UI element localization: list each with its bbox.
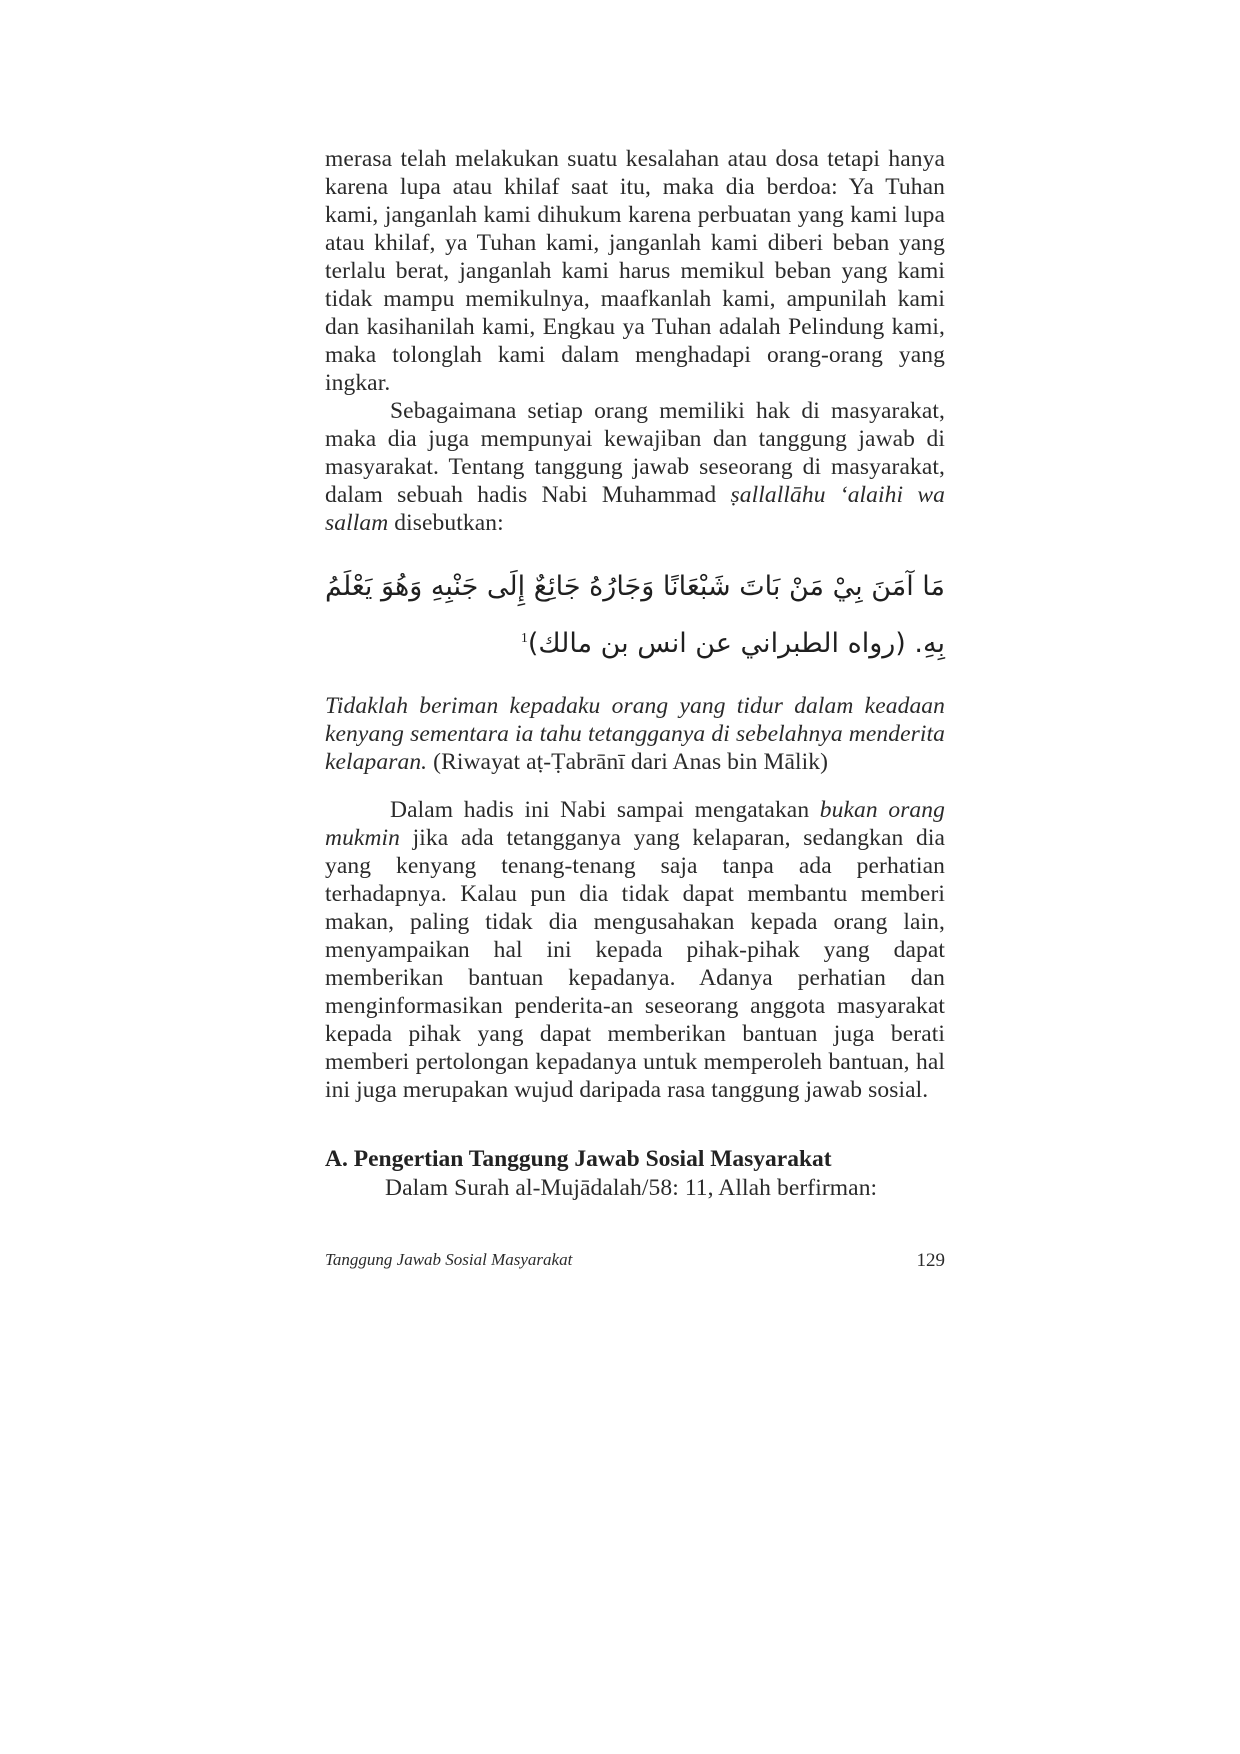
paragraph-2-end: disebutkan: <box>388 510 504 536</box>
footnote-marker[interactable]: 1 <box>520 631 528 646</box>
hadith-translation-text: Tidaklah beriman kepadaku orang yang tidur dalam keadaan kenyang sementara ia tahu tetangganya di sebelahnya menderita kelaparan. <box>325 693 945 775</box>
page-number: 129 <box>916 1250 945 1271</box>
hadith-arabic-text: مَا آمَنَ بِيْ مَنْ بَاتَ شَبْعَانًا وَجَارُهُ جَائِعٌ إِلَى جَنْبِهِ وَهُوَ يَعْلَمُ بِهِ. (رواه الطبراني عن انس بن مالك) <box>325 571 945 659</box>
hadith-arabic <box>325 561 945 670</box>
paragraph-1: merasa telah melakukan suatu kesalahan atau dosa tetapi hanya karena lupa atau khilaf saat itu, maka dia berdoa: Ya Tuhan kami, janganlah kami dihukum karena perbuatan yang kami lupa atau khilaf, ya Tuhan kami, janganlah kami diberi beban yang terlalu berat, janganlah kami harus memikul beban yang kami tidak mampu memikulnya, maafkanlah kami, ampunilah kami dan kasihanilah kami, Engkau ya Tuhan adalah Pelindung kami, maka tolonglah kami dalam menghadapi orang-orang yang ingkar. <box>325 146 945 396</box>
section-heading: A. Pengertian Tanggung Jawab Sosial Masyarakat <box>325 1146 832 1172</box>
paragraph-2-text: Sebagaimana setiap orang memiliki hak di masyarakat, maka dia juga mempunyai kewajiban dan tanggung jawab di masyarakat. Tentang tanggung jawab seseorang di masyarakat, dalam sebuah hadis Nabi Muhammad <box>325 398 945 508</box>
page-body <box>325 145 945 1202</box>
paragraph-3-start: Dalam hadis ini Nabi sampai mengatakan <box>390 797 820 823</box>
paragraph-3-emphasis: bukan orang mukmin <box>325 797 945 851</box>
paragraph-3-end: jika ada tetangganya yang kelaparan, sedangkan dia yang kenyang tenang-tenang saja tanpa ada perhatian terhadapnya. Kalau pun dia tidak dapat membantu memberi makan, paling tidak dia mengusahakan kepada orang lain, menyampaikan hal ini kepada pihak-pihak yang dapat memberikan bantuan kepadanya. Adanya perhatian dan menginformasikan penderita-an seseorang anggota masyarakat kepada pihak yang dapat memberikan bantuan juga berati memberi pertolongan kepadanya untuk memperoleh bantuan, hal ini juga merupakan wujud daripada rasa tanggung jawab sosial. <box>325 825 945 1103</box>
hadith-source: (Riwayat aṭ-Ṭabrānī dari Anas bin Mālik) <box>433 749 829 775</box>
paragraph-2-honorific: ṣallallāhu ‘alaihi wa sallam <box>325 482 946 536</box>
running-title: Tanggung Jawab Sosial Masyarakat <box>325 1250 573 1269</box>
hadith-translation <box>325 692 945 776</box>
paragraph-2 <box>325 397 945 537</box>
paragraph-3 <box>325 796 945 1104</box>
page-footer <box>325 1250 945 1272</box>
section-intro: Dalam Surah al-Mujādalah/58: 11, Allah berfirman: <box>385 1175 878 1201</box>
